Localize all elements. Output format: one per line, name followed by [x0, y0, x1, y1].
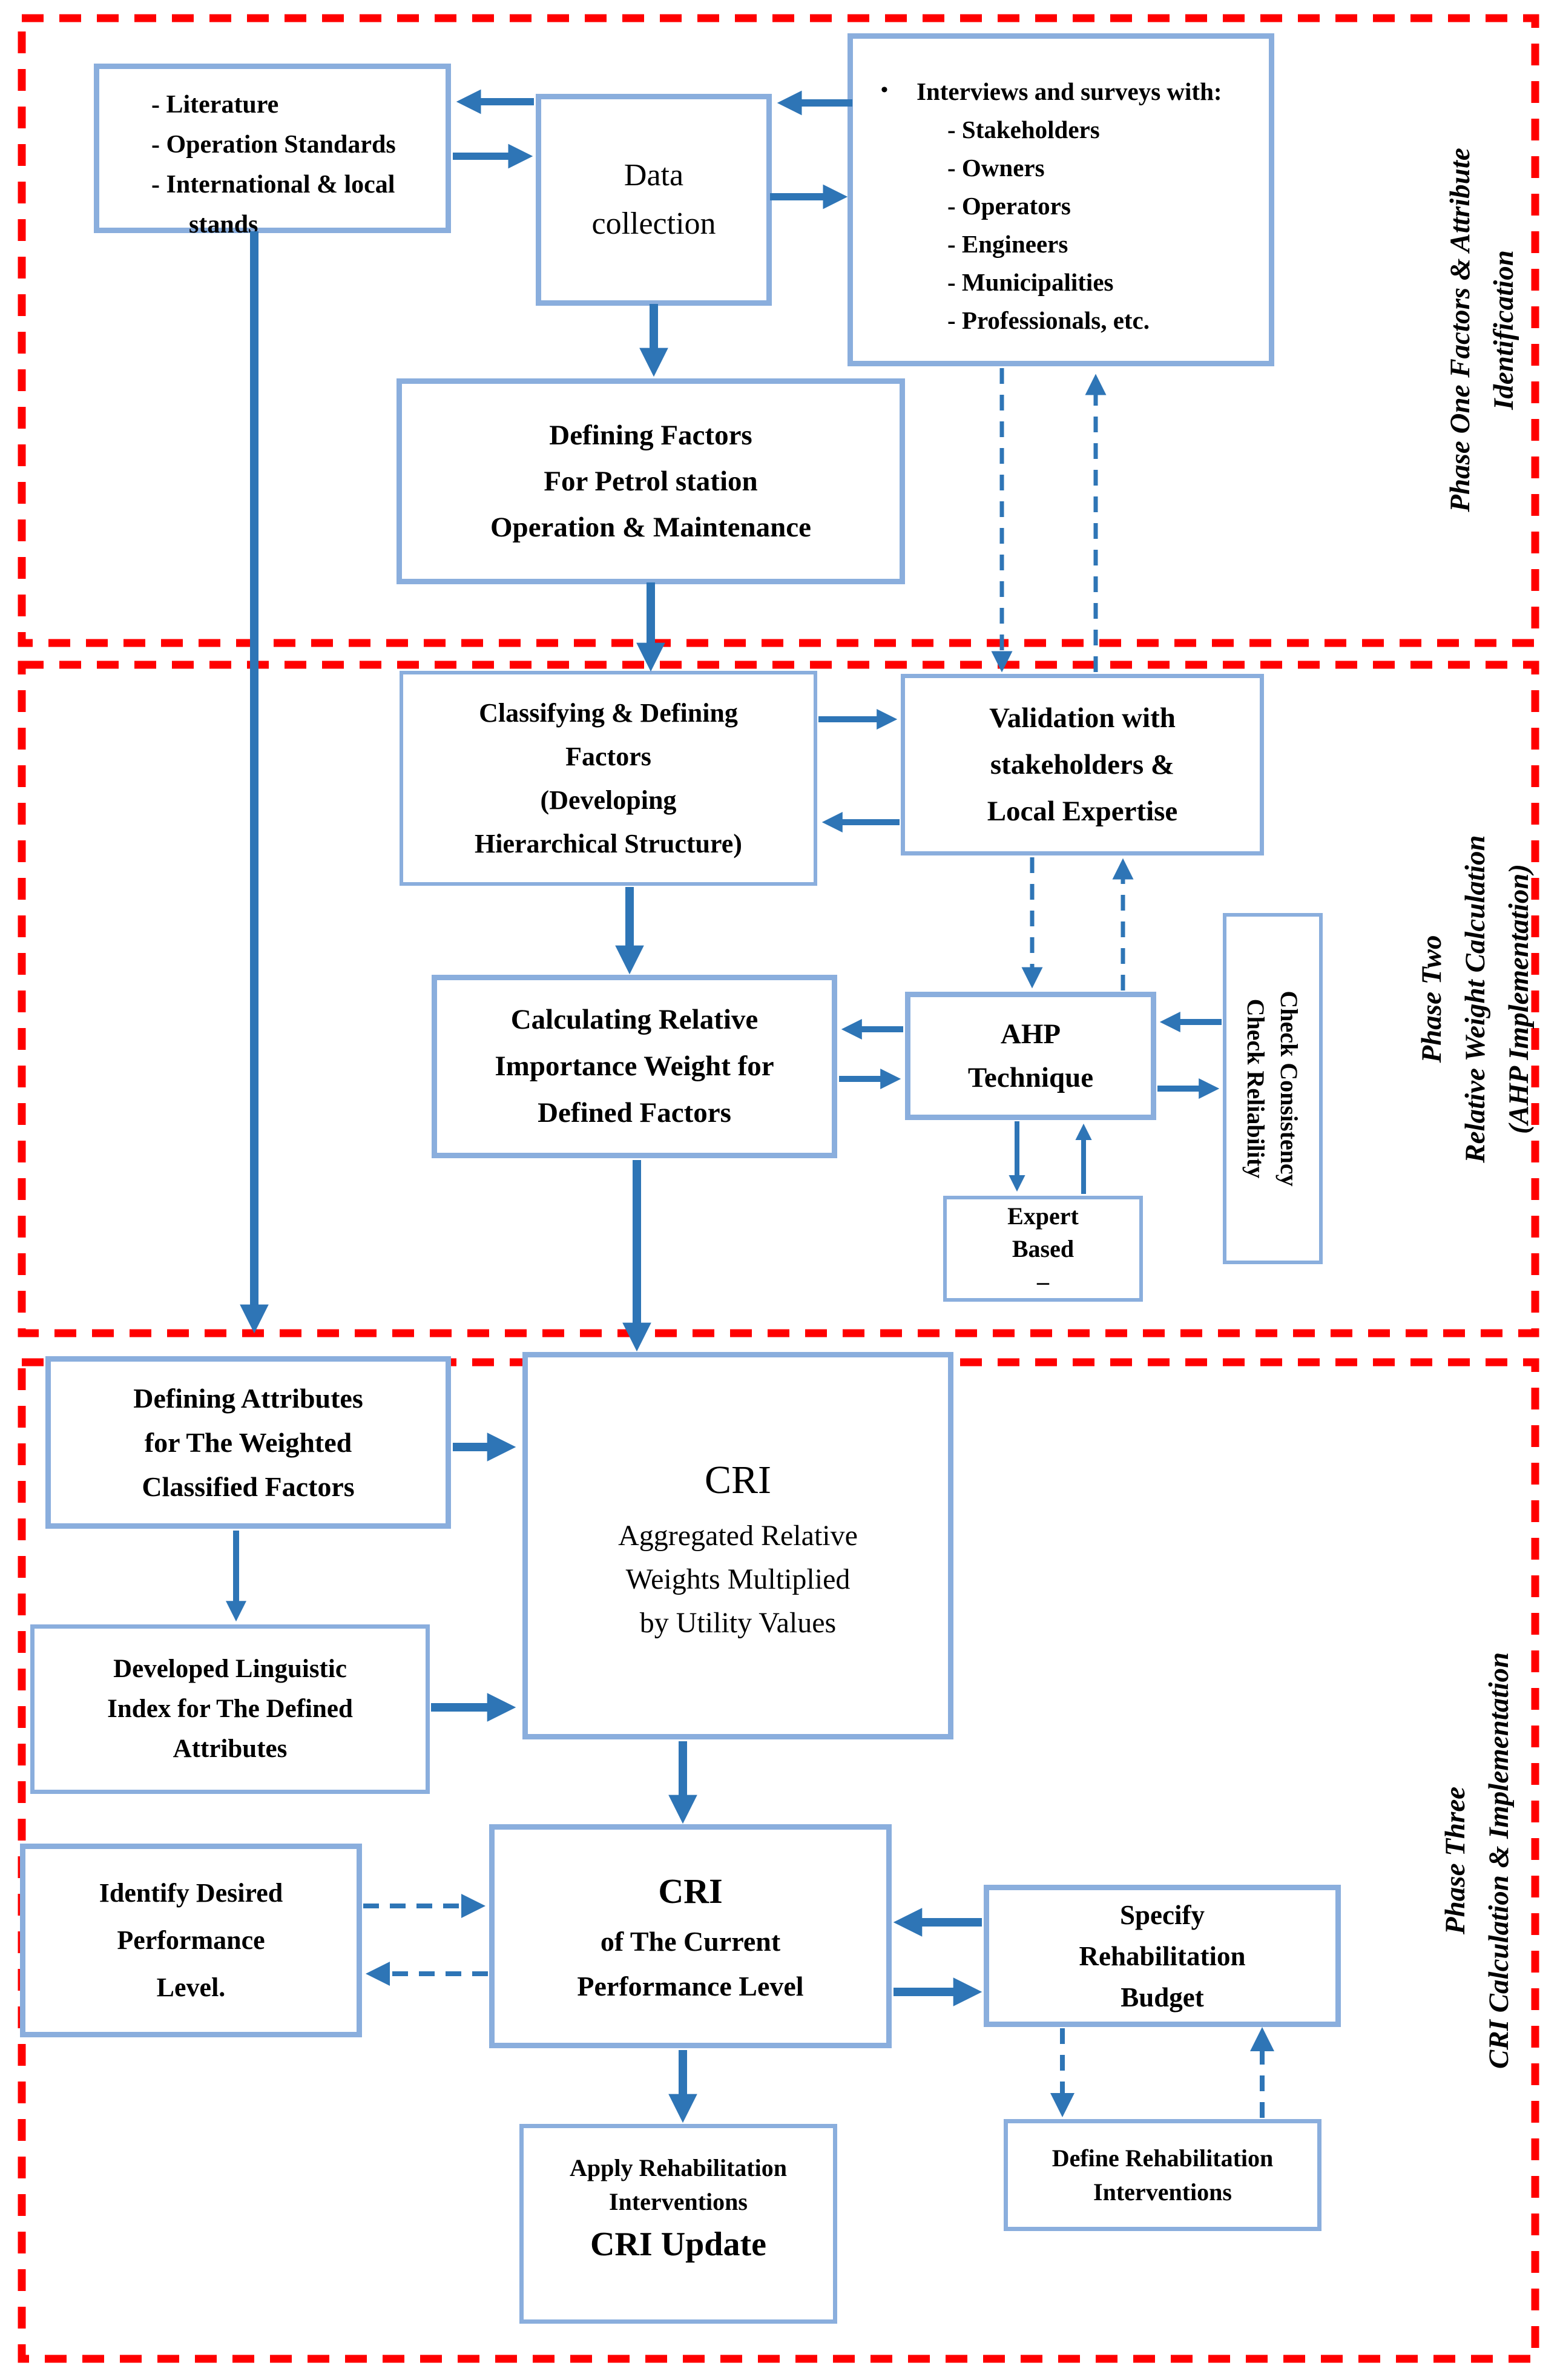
- apply-line: Interventions: [609, 2188, 748, 2215]
- phase-three-label-line: CRI Calculation & Implementation: [1483, 1652, 1515, 2069]
- calculating-line: Calculating Relative: [510, 1004, 759, 1035]
- phase-two-label-line: Relative Weight Calculation: [1460, 835, 1491, 1163]
- phase-two-label: [1410, 660, 1541, 1338]
- interviews-item: - Operators: [947, 192, 1071, 220]
- data-collection-line: Data: [624, 158, 684, 193]
- define-interventions-line: Interventions: [1093, 2178, 1232, 2206]
- cri-current-title: CRI: [658, 1871, 723, 1911]
- defining-attributes-line: for The Weighted: [144, 1427, 352, 1458]
- calculating-weights-box: [432, 975, 837, 1158]
- cri-aggregated-line: Aggregated Relative: [618, 1520, 858, 1552]
- defining-attributes-box: [45, 1356, 451, 1529]
- cri-aggregated-line: Weights Multiplied: [625, 1563, 851, 1595]
- define-interventions-box: [1004, 2119, 1321, 2231]
- identify-line: Identify Desired: [99, 1878, 283, 1908]
- literature-item: - Literature: [151, 91, 279, 119]
- cri-current-box: [489, 1824, 892, 2048]
- check-consistency-label: [1239, 931, 1306, 1246]
- cri-aggregated-box: [522, 1352, 953, 1739]
- defining-factors-line: For Petrol station: [544, 466, 758, 497]
- phase-one-label-line: Identification: [1488, 250, 1519, 410]
- ahp-technique-box: [905, 992, 1156, 1120]
- cri-aggregated-line: by Utility Values: [639, 1607, 837, 1639]
- data-collection-line: collection: [591, 206, 716, 241]
- ahp-line: AHP: [1000, 1018, 1061, 1050]
- identify-line: Performance: [117, 1925, 265, 1955]
- cri-current-line: of The Current: [600, 1926, 781, 1957]
- calculating-line: Defined Factors: [538, 1097, 731, 1129]
- interviews-header: [853, 73, 1269, 111]
- defining-attributes-line: Defining Attributes: [133, 1383, 363, 1414]
- cri-current-line: Performance Level: [577, 1971, 804, 2002]
- rehabilitation-budget-box: [984, 1885, 1341, 2027]
- budget-line: Rehabilitation: [1079, 1940, 1246, 1971]
- budget-line: Budget: [1121, 1982, 1204, 2012]
- literature-sources-box: [94, 64, 451, 239]
- interviews-item: - Municipalities: [947, 268, 1114, 296]
- apply-line: Apply Rehabilitation: [570, 2154, 787, 2181]
- interviews-surveys-box: [847, 33, 1274, 366]
- validation-line: stakeholders &: [990, 748, 1175, 780]
- check-label-line: Check Reliability: [1242, 998, 1269, 1179]
- defining-factors-line: Defining Factors: [549, 420, 752, 451]
- phase-two-label-line: (AHP Implementation): [1503, 863, 1535, 1135]
- apply-interventions-box: [519, 2124, 837, 2324]
- linguistic-index-box: [30, 1624, 430, 1794]
- check-label-line: Check Consistency: [1275, 991, 1303, 1187]
- phase-one-label-line: Phase One Factors & Attribute: [1444, 148, 1476, 512]
- ahp-line: Technique: [967, 1062, 1094, 1093]
- define-interventions-line: Define Rehabilitation: [1052, 2144, 1274, 2172]
- validation-box: [901, 674, 1264, 855]
- linguistic-line: Developed Linguistic: [113, 1655, 347, 1683]
- classifying-defining-box: [400, 671, 817, 886]
- cri-update-text: CRI Update: [590, 2226, 766, 2263]
- validation-line: Local Expertise: [987, 795, 1178, 827]
- expert-line: –: [1037, 1267, 1049, 1295]
- expert-line: Based: [1012, 1235, 1075, 1262]
- classifying-line: (Developing: [540, 785, 677, 815]
- budget-line: Specify: [1120, 1899, 1205, 1930]
- identify-line: Level.: [156, 1973, 226, 2002]
- phase-one-label: [1438, 9, 1525, 651]
- classifying-line: Hierarchical Structure): [475, 828, 742, 859]
- classifying-line: Classifying & Defining: [479, 697, 738, 728]
- interviews-header-text: Interviews and surveys with:: [917, 77, 1222, 105]
- calculating-line: Importance Weight for: [495, 1050, 774, 1082]
- linguistic-line: Attributes: [173, 1735, 288, 1763]
- bullet-icon: •: [881, 79, 888, 101]
- interviews-item: - Engineers: [947, 230, 1068, 258]
- interviews-item: - Owners: [947, 154, 1045, 182]
- defining-factors-box: [397, 378, 905, 584]
- validation-line: Validation with: [989, 702, 1176, 734]
- defining-attributes-line: Classified Factors: [142, 1471, 355, 1502]
- identify-performance-box: [20, 1844, 362, 2037]
- defining-factors-line: Operation & Maintenance: [490, 512, 811, 543]
- phase-three-label: [1433, 1388, 1521, 2333]
- cri-aggregated-title: CRI: [704, 1458, 772, 1502]
- linguistic-line: Index for The Defined: [107, 1695, 353, 1723]
- interviews-item: - Stakeholders: [947, 116, 1100, 143]
- expert-line: Expert: [1007, 1202, 1079, 1230]
- classifying-line: Factors: [565, 741, 651, 771]
- interviews-item: - Professionals, etc.: [947, 306, 1150, 334]
- phase-two-label-line: Phase Two: [1416, 935, 1447, 1063]
- phase-three-label-line: Phase Three: [1440, 1786, 1471, 1935]
- literature-item: - International & local stands: [151, 171, 395, 239]
- literature-item: - Operation Standards: [151, 131, 396, 159]
- data-collection-box: [536, 94, 772, 306]
- expert-based-box: [943, 1196, 1143, 1302]
